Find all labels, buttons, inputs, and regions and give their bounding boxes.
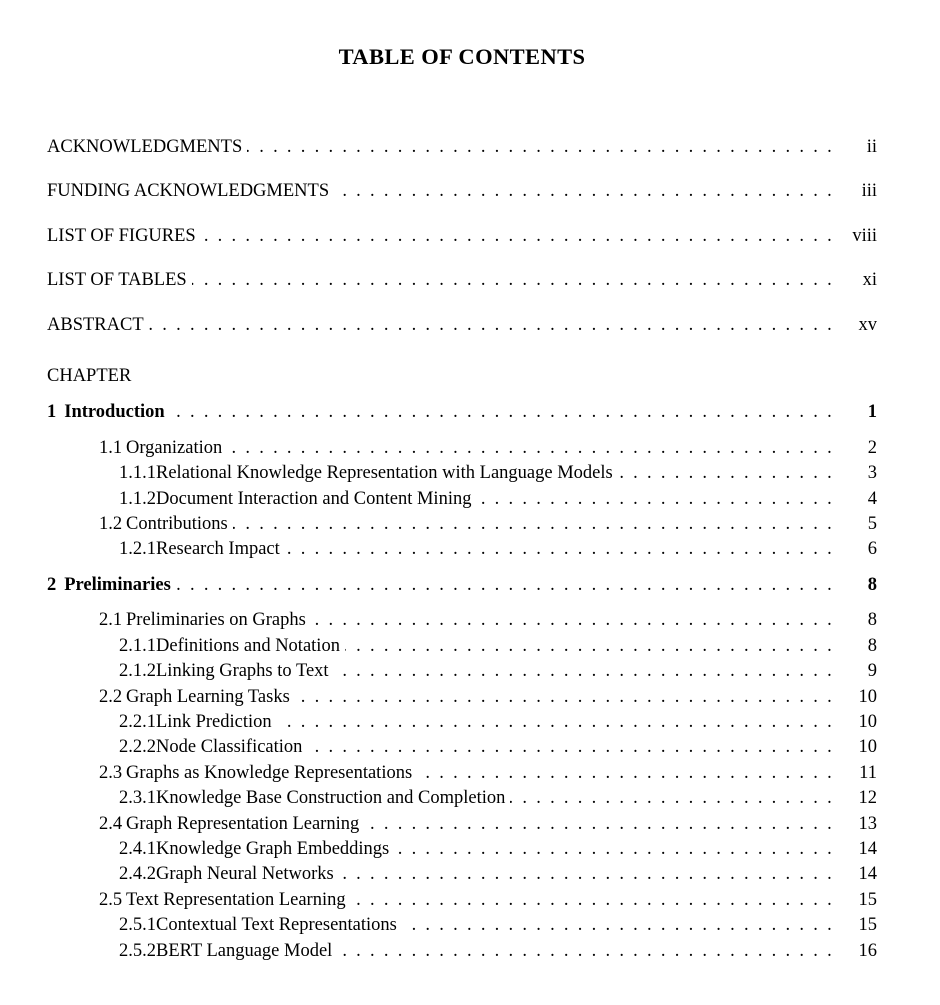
toc-entry-2-1-1[interactable] bbox=[47, 634, 877, 659]
page-number: viii bbox=[852, 225, 877, 246]
dot-leader bbox=[334, 179, 834, 204]
toc-entry-2-4[interactable] bbox=[47, 812, 877, 837]
page-number: 2 bbox=[867, 437, 877, 458]
page-number: ii bbox=[866, 137, 877, 157]
chapter-section-heading: CHAPTER bbox=[47, 366, 132, 387]
toc-entry-2-3[interactable] bbox=[47, 761, 877, 786]
toc-entry-title: Graph Learning Tasks bbox=[126, 686, 290, 707]
page-number: xi bbox=[862, 270, 877, 291]
dot-leader bbox=[176, 573, 834, 598]
page-number: 6 bbox=[867, 539, 877, 560]
page-number: 11 bbox=[859, 762, 877, 783]
page-number: 10 bbox=[858, 737, 877, 758]
dot-leader bbox=[247, 135, 834, 160]
front-matter-row-list-of-figures[interactable] bbox=[47, 224, 877, 249]
toc-entry-number: 1.1.1 bbox=[119, 463, 156, 484]
dot-leader bbox=[476, 487, 834, 512]
toc-entry-1-1-2[interactable] bbox=[47, 487, 877, 512]
page-number: 12 bbox=[858, 788, 877, 809]
toc-entry-1-2[interactable] bbox=[47, 512, 877, 537]
toc-entry-number: 2.2 bbox=[99, 686, 123, 707]
dot-leader bbox=[227, 436, 834, 461]
toc-entry-1-2-1[interactable] bbox=[47, 537, 877, 562]
toc-entry-number: 2.1.2 bbox=[119, 661, 156, 682]
dot-leader bbox=[345, 634, 834, 659]
dot-leader bbox=[285, 537, 834, 562]
toc-entry-number: 2.5 bbox=[99, 889, 123, 910]
toc-entry-number: 2 bbox=[47, 574, 57, 595]
front-matter-label: ABSTRACT bbox=[47, 314, 144, 335]
toc-entry-title: Relational Knowledge Representation with Language Models bbox=[156, 463, 613, 484]
page-title: TABLE OF CONTENTS bbox=[338, 44, 586, 69]
toc-entry-title: Contextual Text Representations bbox=[156, 915, 397, 936]
dot-leader bbox=[510, 786, 834, 811]
toc-entry-title: Introduction bbox=[64, 402, 165, 423]
page-number: 15 bbox=[858, 915, 877, 936]
toc-entry-title: Link Prediction bbox=[156, 711, 272, 732]
dot-leader bbox=[149, 313, 834, 338]
toc-entry-number: 2.4 bbox=[99, 813, 123, 834]
page-number: 16 bbox=[858, 940, 877, 961]
dot-leader bbox=[337, 939, 834, 964]
toc-entry-number: 1 bbox=[47, 402, 57, 423]
toc-entry-title: Document Interaction and Content Mining bbox=[156, 488, 472, 509]
toc-entry-2-5-2[interactable] bbox=[47, 939, 877, 964]
toc-entry-number: 2.4.2 bbox=[119, 864, 156, 885]
page-number: 13 bbox=[858, 813, 877, 834]
dot-leader bbox=[417, 761, 834, 786]
dot-leader bbox=[311, 608, 834, 633]
toc-entry-1-1-1[interactable] bbox=[47, 461, 877, 486]
dot-leader bbox=[295, 685, 834, 710]
dot-leader bbox=[233, 512, 834, 537]
toc-entry-number: 1.1 bbox=[99, 437, 123, 458]
toc-entry-2-1[interactable] bbox=[47, 608, 877, 633]
toc-entry-title: Graph Representation Learning bbox=[126, 813, 360, 834]
front-matter-label: LIST OF TABLES bbox=[47, 270, 187, 291]
toc-entry-title: Knowledge Graph Embeddings bbox=[156, 838, 390, 859]
toc-entry-chapter-1[interactable] bbox=[47, 400, 877, 425]
dot-leader bbox=[364, 812, 834, 837]
page-number: 5 bbox=[867, 514, 877, 535]
front-matter-row-list-of-tables[interactable] bbox=[47, 268, 877, 293]
dot-leader bbox=[394, 837, 834, 862]
toc-entry-2-1-2[interactable] bbox=[47, 659, 877, 684]
toc-entry-title: Node Classification bbox=[156, 737, 303, 758]
toc-entry-number: 2.1 bbox=[99, 610, 123, 631]
toc-entry-2-2[interactable] bbox=[47, 685, 877, 710]
page-number: 14 bbox=[858, 838, 877, 859]
page-number: iii bbox=[861, 181, 877, 202]
toc-entry-title: Preliminaries bbox=[64, 574, 171, 595]
toc-entry-2-3-1[interactable] bbox=[47, 786, 877, 811]
dot-leader bbox=[334, 659, 834, 684]
front-matter-label: LIST OF FIGURES bbox=[47, 225, 196, 246]
toc-entry-number: 2.3 bbox=[99, 762, 123, 783]
toc-entry-number: 2.2.1 bbox=[119, 711, 156, 732]
toc-entry-title: Definitions and Notation bbox=[156, 635, 340, 656]
front-matter-row-abstract[interactable] bbox=[47, 313, 877, 338]
toc-entry-number: 1.2 bbox=[99, 514, 123, 535]
page-number: 15 bbox=[858, 889, 877, 910]
toc-entry-title: Organization bbox=[126, 437, 223, 458]
toc-entry-title: Linking Graphs to Text bbox=[156, 661, 329, 682]
dot-leader bbox=[307, 735, 834, 760]
page-number: 1 bbox=[867, 402, 877, 423]
toc-entry-number: 1.1.2 bbox=[119, 488, 156, 509]
toc-entry-2-5[interactable] bbox=[47, 888, 877, 913]
page-number: 8 bbox=[867, 610, 877, 631]
dot-leader bbox=[339, 862, 834, 887]
page-number: 8 bbox=[867, 635, 877, 656]
toc-entry-number: 2.4.1 bbox=[119, 838, 156, 859]
toc-entry-chapter-2[interactable] bbox=[47, 573, 877, 598]
front-matter-row-funding-acknowledgments[interactable] bbox=[47, 179, 877, 204]
front-matter-label: ACKNOWLEDGMENTS bbox=[47, 137, 243, 157]
toc-entry-2-4-2[interactable] bbox=[47, 862, 877, 887]
page-number: xv bbox=[858, 314, 877, 335]
toc-entry-title: Research Impact bbox=[156, 539, 280, 560]
toc-entry-title: Contributions bbox=[126, 514, 228, 535]
page-number: 10 bbox=[858, 686, 877, 707]
toc-entry-title: Knowledge Base Construction and Completion bbox=[156, 788, 506, 809]
page-number: 9 bbox=[867, 661, 877, 682]
toc-entry-title: Text Representation Learning bbox=[126, 889, 346, 910]
toc-entry-title: Graph Neural Networks bbox=[156, 864, 334, 885]
toc-entry-2-2-1[interactable] bbox=[47, 710, 877, 735]
dot-leader bbox=[277, 710, 834, 735]
toc-entry-2-4-1[interactable] bbox=[47, 837, 877, 862]
toc-entry-number: 2.5.2 bbox=[119, 940, 156, 961]
toc-entry-number: 2.5.1 bbox=[119, 915, 156, 936]
toc-entry-title: BERT Language Model bbox=[156, 940, 333, 961]
page-number: 10 bbox=[858, 711, 877, 732]
dot-leader bbox=[402, 913, 834, 938]
front-matter-label: FUNDING ACKNOWLEDGMENTS bbox=[47, 181, 330, 202]
toc-entry-2-5-1[interactable] bbox=[47, 913, 877, 938]
front-matter-row-acknowledgments[interactable] bbox=[47, 135, 877, 160]
toc-entry-number: 2.3.1 bbox=[119, 788, 156, 809]
page-number: 14 bbox=[858, 864, 877, 885]
toc-entry-2-2-2[interactable] bbox=[47, 735, 877, 760]
dot-leader bbox=[201, 224, 834, 249]
toc-entry-title: Graphs as Knowledge Representations bbox=[126, 762, 413, 783]
toc-entry-title: Preliminaries on Graphs bbox=[126, 610, 306, 631]
dot-leader bbox=[170, 400, 834, 425]
page-number: 3 bbox=[867, 463, 877, 484]
page-number: 4 bbox=[867, 488, 877, 509]
dot-leader bbox=[192, 268, 834, 293]
toc-entry-number: 2.1.1 bbox=[119, 635, 156, 656]
page-number: 8 bbox=[867, 574, 877, 595]
dot-leader bbox=[351, 888, 834, 913]
toc-entry-number: 1.2.1 bbox=[119, 539, 156, 560]
toc-entry-number: 2.2.2 bbox=[119, 737, 156, 758]
toc-entry-1-1[interactable] bbox=[47, 436, 877, 461]
dot-leader bbox=[618, 461, 834, 486]
